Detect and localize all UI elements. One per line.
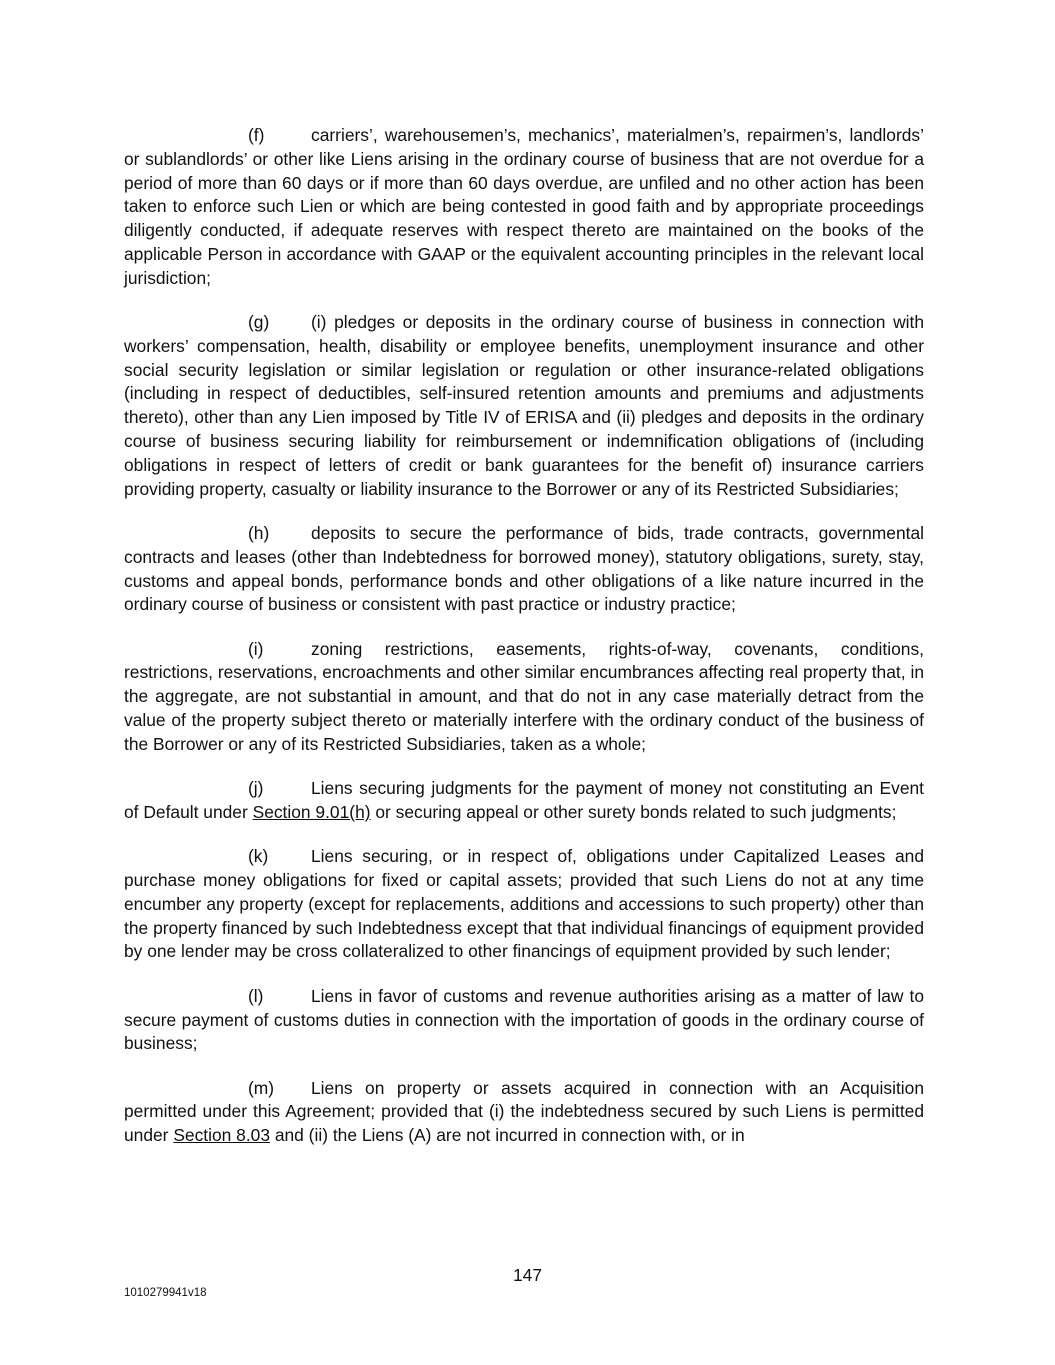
document-id: 1010279941v18 (124, 1287, 207, 1299)
clause-text: Liens securing, or in respect of, obligations under Capitalized Leases and purchase money obligations for fixed or capital assets; provided that such Liens do not at any time encumber any property (except for replacements, additions and accessions to such property) other than the property financed by such Indebtedness except that that individual financings of equipment provided by one lender may be cross collateralized to other financings of equipment provided by such lender; (124, 846, 924, 962)
clause-g (124, 311, 924, 501)
section-reference-link: Section 9.01(h) (252, 801, 371, 822)
section-reference-link: Section 8.03 (173, 1125, 270, 1146)
clause-i (124, 638, 924, 757)
clause-l (124, 985, 924, 1056)
clause-label: (g) (248, 312, 270, 333)
clause-label: (j) (248, 778, 264, 799)
clause-f (124, 124, 924, 291)
document-body (124, 124, 924, 1168)
clause-text: Liens securing judgments for the payment of money not constituting an Event of Default under (124, 778, 924, 822)
clause-text: and (ii) the Liens (A) are not incurred in connection with, or in (270, 1125, 745, 1146)
clause-label: (f) (248, 125, 265, 145)
clause-text: or securing appeal or other surety bonds related to such judgments; (370, 801, 897, 822)
clause-k (124, 845, 924, 964)
clause-label: (m) (248, 1077, 275, 1098)
clause-h (124, 522, 924, 617)
clause-text: Liens in favor of customs and revenue authorities arising as a matter of law to secure payment of customs duties in connection with the importation of goods in the ordinary course of business; (124, 985, 924, 1054)
clause-text: deposits to secure the performance of bids, trade contracts, governmental contracts and leases (other than Indebtedness for borrowed money), statutory obligations, surety, stay, customs and appeal bonds, performance bonds and other obligations of a like nature incurred in the ordinary course of business or consistent with past practice or industry practice; (124, 522, 924, 615)
clause-label: (h) (248, 522, 270, 543)
clause-label: (k) (248, 846, 269, 867)
clause-j (124, 777, 924, 825)
clause-text: Liens on property or assets acquired in connection with an Acquisition permitted under this Agreement; provided that (i) the indebtedness secured by such Liens is permitted under (124, 1077, 924, 1146)
clause-label: (l) (248, 985, 264, 1006)
clause-label: (i) (248, 638, 264, 659)
clause-m (124, 1077, 924, 1148)
page-number: 147 (512, 1265, 542, 1285)
clause-text: (i) pledges or deposits in the ordinary course of business in connection with workers’ compensation, health, disability or employee benefits, unemployment insurance and other social security legislation or similar legislation or regulation or other insurance-related obligations (including in respect of deductibles, self-insured retention amounts and premiums and adjustments thereto), other than any Lien imposed by Title IV of ERISA and (ii) pledges and deposits in the ordinary course of business securing liability for reimbursement or indemnification obligations of (including obligations in respect of letters of credit or bank guarantees for the benefit of) insurance carriers providing property, casualty or liability insurance to the Borrower or any of its Restricted Subsidiaries; (124, 312, 924, 499)
clause-text: carriers’, warehousemen’s, mechanics’, materialmen’s, repairmen’s, landlords’ or sublandlords’ or other like Liens arising in the ordinary course of business that are not overdue for a period of more than 60 days or if more than 60 days overdue, are unfiled and no other action has been taken to enforce such Lien or which are being contested in good faith and by appropriate proceedings diligently conducted, if adequate reserves with respect thereto are maintained on the books of the applicable Person in accordance with GAAP or the equivalent accounting principles in the relevant local jurisdiction; (124, 125, 924, 288)
clause-text: zoning restrictions, easements, rights-of-way, covenants, conditions, restrictions, reservations, encroachments and other similar encumbrances affecting real property that, in the aggregate, are not substantial in amount, and that do not in any case materially detract from the value of the property subject thereto or materially interfere with the ordinary conduct of the business of the Borrower or any of its Restricted Subsidiaries, taken as a whole; (124, 638, 924, 754)
